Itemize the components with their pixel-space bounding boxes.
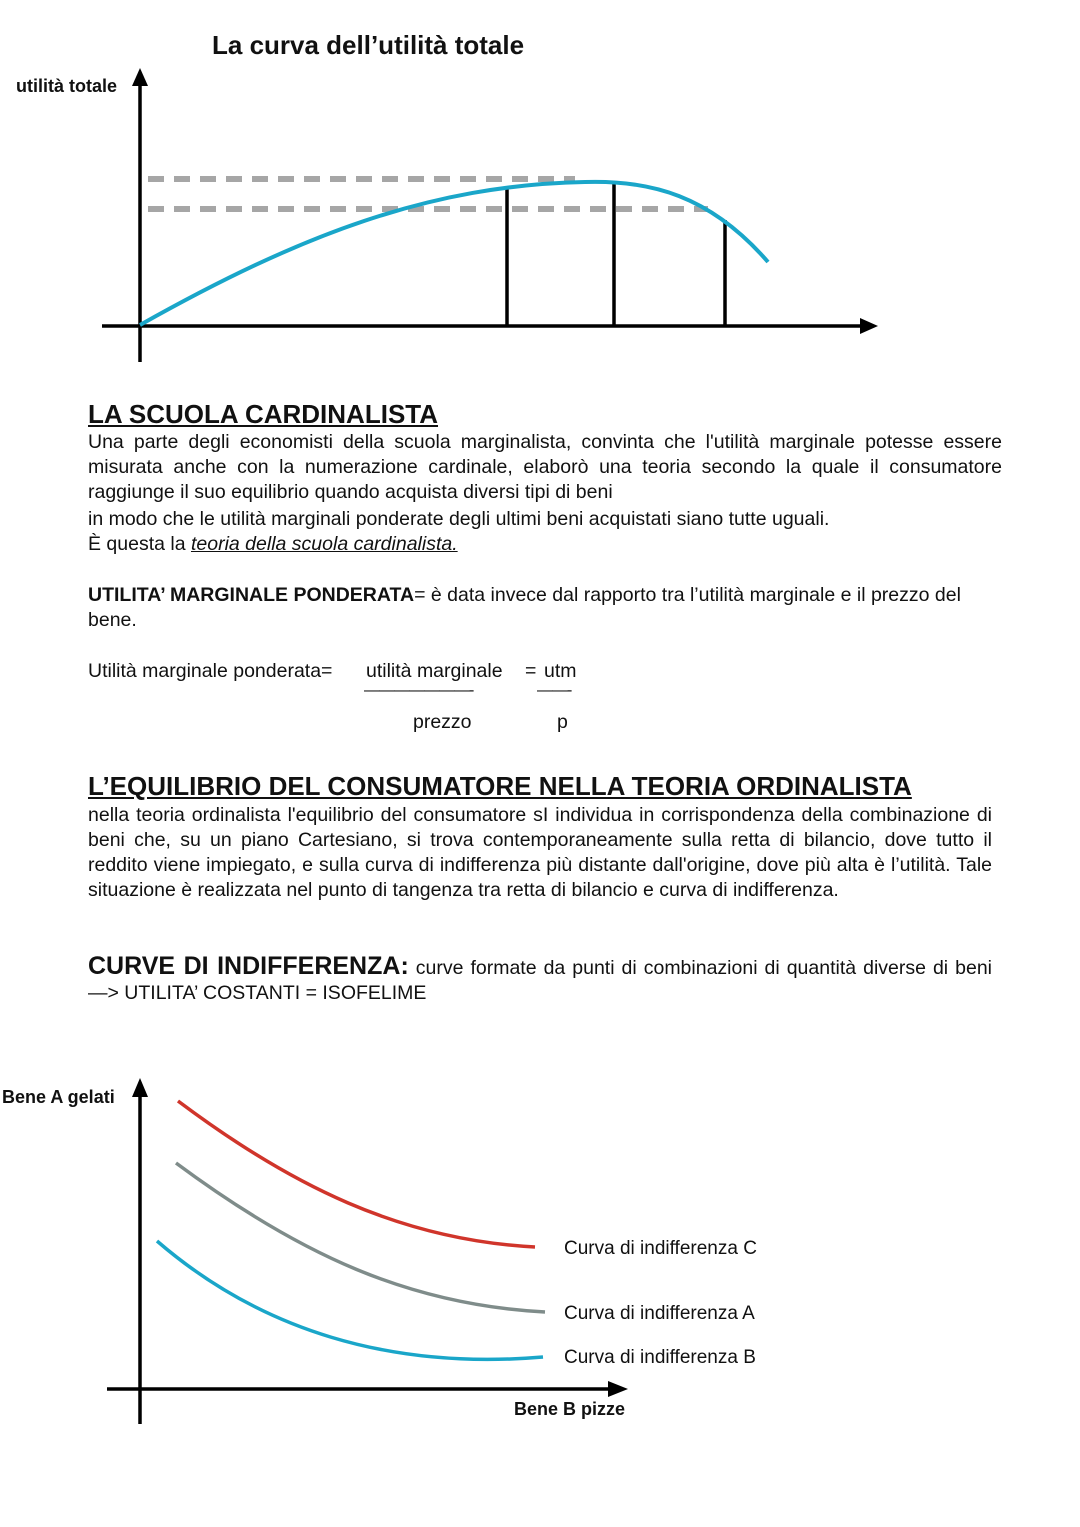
cardinalista-theory-link[interactable]: teoria della scuola cardinalista. [190,533,458,555]
formula-fraction-bar-2: ——- [537,682,572,699]
indifference-term: CURVE DI INDIFFERENZA: [88,952,409,980]
formula-numerator-1: utilità marginale [366,660,503,682]
cardinalista-paragraph-2: in modo che le utilità marginali ponderate degli ultimi beni acquistati siano tutte uguali. [88,508,830,530]
formula-fraction-bar-1: ———————- [364,682,474,699]
indiff-x-axis-arrow [608,1381,628,1397]
ump-text: = è data invece dal rapporto tra l’utilità marginale e il prezzo del bene. [88,584,961,631]
cardinalista-paragraph-1: Una parte degli economisti della scuola marginalista, convinta che l'utilità marginale potesse essere misurata anche con la numerazione cardinale, elaborò una teoria secondo la quale il consumatore raggiunge il suo equilibrio quando acquista diversi tipi di beni [88,431,1002,503]
formula-numerator-2: utm [544,660,577,682]
curve-label-a: Curva di indifferenza A [564,1303,755,1324]
cardinalista-prefix: È questa la [88,533,191,555]
ordinalista-heading: L’EQUILIBRIO DEL CONSUMATORE NELLA TEORIA ORDINALISTA [88,771,912,801]
formula-equals: = [525,660,537,682]
indifference-curve-c [178,1101,535,1247]
formula-denominator-1: prezzo [413,711,472,733]
indiff-y-axis-label: Bene A gelati [2,1087,115,1107]
curve-label-b: Curva di indifferenza B [564,1347,756,1368]
utility-y-axis-label: utilità totale [16,76,118,96]
ump-term: UTILITA’ MARGINALE PONDERATA [88,584,415,606]
indifference-curve-b [157,1241,543,1359]
formula-lhs: Utilità marginale ponderata= [88,660,333,682]
formula-denominator-2: p [557,711,568,733]
indifference-text: curve formate da punti di combinazioni di quantità diverse di beni —> UTILITA’ COSTANTI = ISOFELIME [88,957,993,1004]
indiff-y-axis-arrow [132,1078,148,1097]
utility-chart-title: La curva dell’utilità totale [212,30,525,60]
ordinalista-paragraph: nella teoria ordinalista l'equilibrio del consumatore sI individua in corrispondenza della combinazione di beni che, su un piano Cartesiano, si trova contemporaneamente sulla retta di bilancio, dove tutto il reddito viene impiegato, e sulla curva di indifferenza più distante dall'origine, dove più alta è l’utilità. Tale situazione è realizzata nel punto di tangenza tra retta di bilancio e curva di indifferenza. [88,804,992,901]
indifference-curve-a [176,1163,545,1312]
cardinalista-heading: LA SCUOLA CARDINALISTA [88,399,439,429]
curve-label-c: Curva di indifferenza C [564,1238,757,1259]
indiff-x-axis-label: Bene B pizze [514,1399,626,1419]
